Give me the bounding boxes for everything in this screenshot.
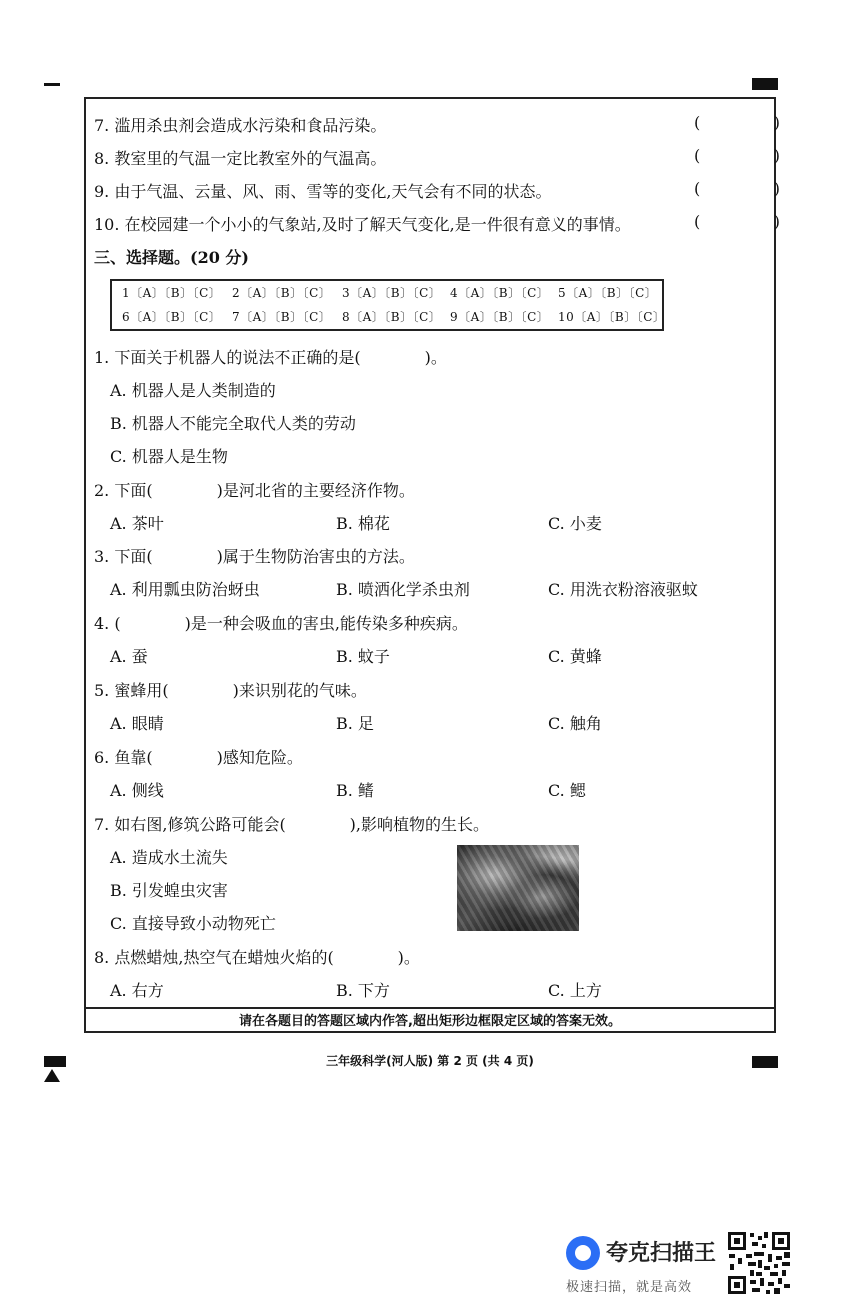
answer-cell[interactable]: 9〔A〕〔B〕〔C〕 bbox=[450, 310, 550, 324]
tf-item-text: 9. 由于气温、云量、风、雨、雪等的变化,天气会有不同的状态。 bbox=[94, 182, 552, 201]
watermark-subtitle: 极速扫描，就是高效 bbox=[566, 1280, 693, 1295]
option-b: B. 喷洒化学杀虫剂 bbox=[336, 580, 470, 599]
tf-item: 10. 在校园建一个小小的气象站,及时了解天气变化,是一件很有意义的事情。 ( ) bbox=[94, 212, 780, 234]
question-stem: 7. 如右图,修筑公路可能会( ),影响植物的生长。 bbox=[94, 815, 490, 834]
answer-sheet-row bbox=[112, 284, 662, 308]
option-c: C. 直接导致小动物死亡 bbox=[110, 914, 276, 933]
option-c: C. 用洗衣粉溶液驱蚊 bbox=[548, 580, 698, 599]
section-title: 三、选择题。(20 分) bbox=[94, 248, 249, 267]
scanner-logo-icon bbox=[566, 1236, 600, 1270]
answer-sheet-row bbox=[112, 308, 666, 332]
option-a: A. 利用瓢虫防治蚜虫 bbox=[110, 580, 260, 599]
option-a: A. 蚕 bbox=[110, 647, 148, 666]
option-b: B. 足 bbox=[336, 714, 374, 733]
answer-cell[interactable]: 10〔A〕〔B〕〔C〕 bbox=[558, 310, 666, 324]
option-c: C. 上方 bbox=[548, 981, 602, 1000]
option-c: C. 触角 bbox=[548, 714, 602, 733]
answer-cell[interactable]: 8〔A〕〔B〕〔C〕 bbox=[342, 310, 442, 324]
triangle-mark bbox=[44, 1069, 60, 1082]
tf-item-text: 7. 滥用杀虫剂会造成水污染和食品污染。 bbox=[94, 116, 387, 135]
tf-item: 9. 由于气温、云量、风、雨、雪等的变化,天气会有不同的状态。 ( ) bbox=[94, 179, 780, 201]
option-a: A. 茶叶 bbox=[110, 514, 164, 533]
question-stem: 2. 下面( )是河北省的主要经济作物。 bbox=[94, 481, 415, 500]
answer-cell[interactable]: 1〔A〕〔B〕〔C〕 bbox=[122, 286, 222, 300]
answer-cell[interactable]: 3〔A〕〔B〕〔C〕 bbox=[342, 286, 442, 300]
option-a: A. 侧线 bbox=[110, 781, 164, 800]
option-b: B. 鳍 bbox=[336, 781, 374, 800]
answer-region-notice: 请在各题目的答题区域内作答,超出矩形边框限定区域的答案无效。 bbox=[86, 1007, 774, 1035]
qr-code-icon bbox=[726, 1230, 792, 1296]
tf-item-text: 10. 在校园建一个小小的气象站,及时了解天气变化,是一件很有意义的事情。 bbox=[94, 215, 631, 234]
tf-item-text: 8. 教室里的气温一定比教室外的气温高。 bbox=[94, 149, 387, 168]
answer-cell[interactable]: 5〔A〕〔B〕〔C〕 bbox=[558, 286, 658, 300]
option-a: A. 眼睛 bbox=[110, 714, 164, 733]
option-b: B. 下方 bbox=[336, 981, 390, 1000]
answer-cell[interactable]: 2〔A〕〔B〕〔C〕 bbox=[232, 286, 332, 300]
question-stem: 5. 蜜蜂用( )来识别花的气味。 bbox=[94, 681, 367, 700]
option-c: C. 小麦 bbox=[548, 514, 602, 533]
question-stem: 8. 点燃蜡烛,热空气在蜡烛火焰的( )。 bbox=[94, 948, 420, 967]
answer-frame bbox=[84, 97, 780, 1033]
option-c: C. 黄蜂 bbox=[548, 647, 602, 666]
option-a: A. 造成水土流失 bbox=[110, 848, 228, 867]
question-stem: 3. 下面( )属于生物防治害虫的方法。 bbox=[94, 547, 415, 566]
tf-item: 8. 教室里的气温一定比教室外的气温高。 ( ) bbox=[94, 146, 780, 168]
watermark-title: 夸克扫描王 bbox=[606, 1241, 717, 1266]
answer-sheet-grid bbox=[110, 279, 664, 331]
question-stem: 1. 下面关于机器人的说法不正确的是( )。 bbox=[94, 348, 447, 367]
option-b: B. 引发蝗虫灾害 bbox=[110, 881, 228, 900]
option-b: B. 蚊子 bbox=[336, 647, 390, 666]
option-c: C. 机器人是生物 bbox=[110, 447, 228, 466]
answer-cell[interactable]: 6〔A〕〔B〕〔C〕 bbox=[122, 310, 222, 324]
question-stem: 6. 鱼靠( )感知危险。 bbox=[94, 748, 303, 767]
tf-item: 7. 滥用杀虫剂会造成水污染和食品污染。 ( ) bbox=[94, 113, 780, 135]
road-construction-photo bbox=[457, 845, 579, 931]
corner-mark-top-right bbox=[752, 78, 778, 90]
page-footer: 三年级科学(河人版) 第 2 页 (共 4 页) bbox=[326, 1054, 534, 1068]
option-a: A. 右方 bbox=[110, 981, 164, 1000]
corner-mark-top-left bbox=[44, 83, 60, 86]
option-c: C. 鳃 bbox=[548, 781, 586, 800]
option-a: A. 机器人是人类制造的 bbox=[110, 381, 276, 400]
answer-cell[interactable]: 4〔A〕〔B〕〔C〕 bbox=[450, 286, 550, 300]
option-b: B. 棉花 bbox=[336, 514, 390, 533]
answer-cell[interactable]: 7〔A〕〔B〕〔C〕 bbox=[232, 310, 332, 324]
option-b: B. 机器人不能完全取代人类的劳动 bbox=[110, 414, 356, 433]
question-stem: 4. ( )是一种会吸血的害虫,能传染多种疾病。 bbox=[94, 614, 468, 633]
